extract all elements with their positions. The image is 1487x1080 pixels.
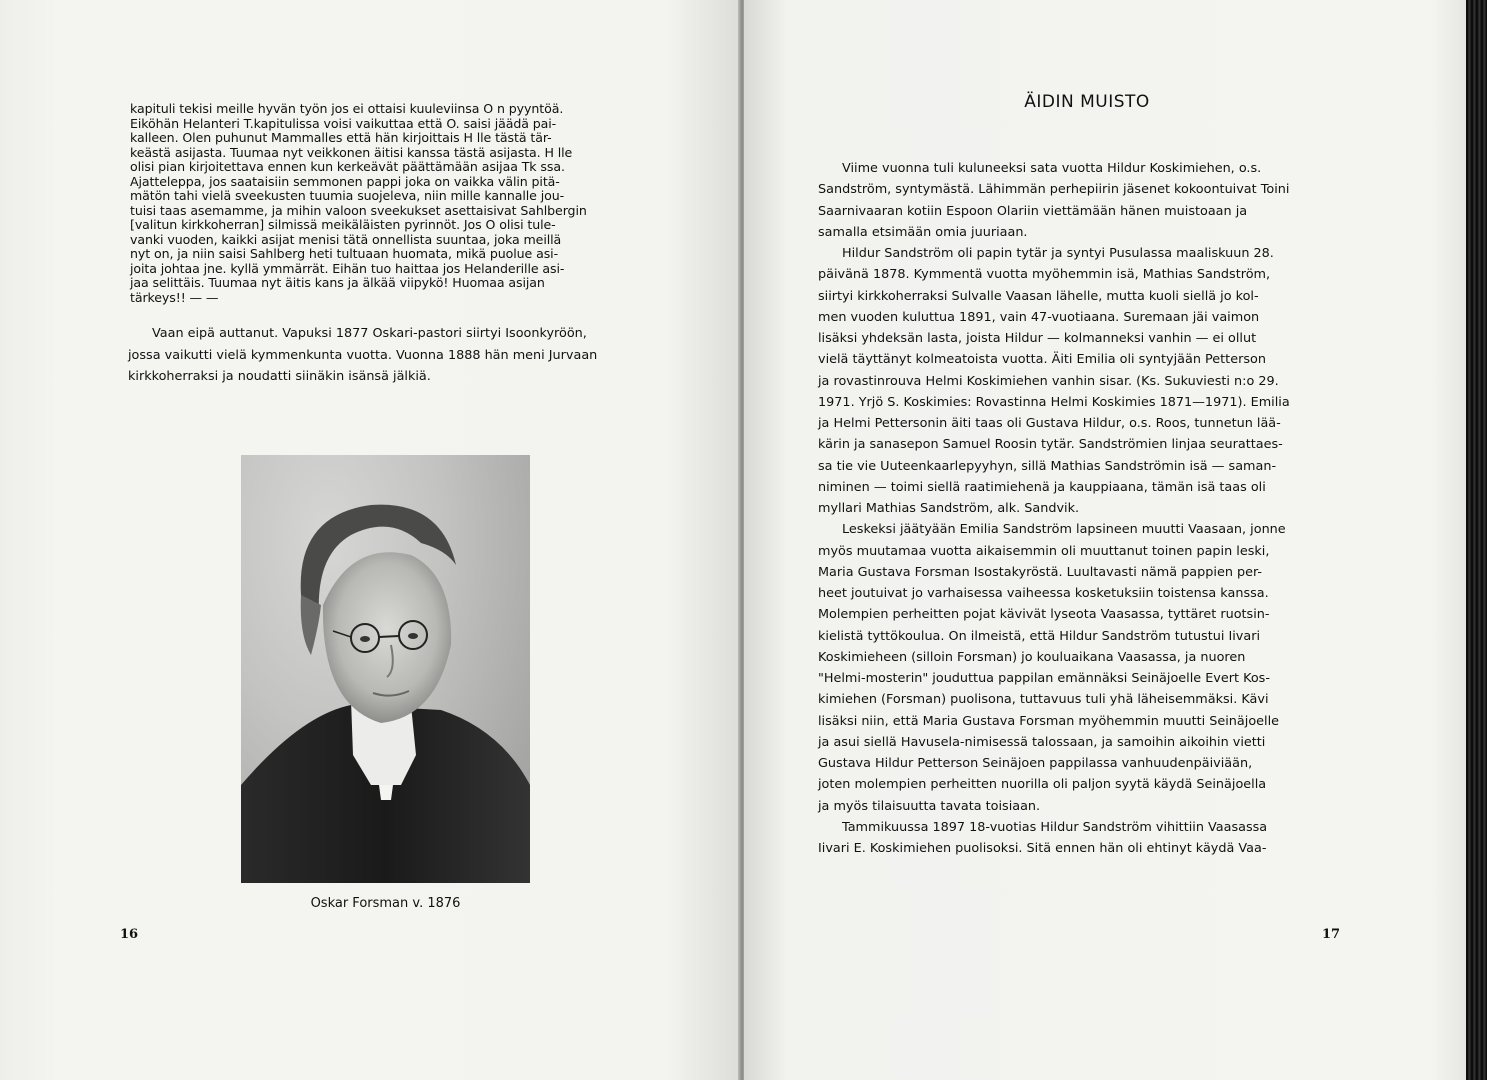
body-line: kimiehen (Forsman) puolisona, tuttavuus tuli yhä läheisemmäksi. Kävi — [818, 692, 1269, 708]
page-number-left: 16 — [120, 927, 139, 942]
body-line: jossa vaikutti vielä kymmenkunta vuotta. Vuonna 1888 hän meni Jurvaan — [128, 347, 598, 363]
body-line: päivänä 1878. Kymmentä vuotta myöhemmin isä, Mathias Sandström, — [818, 267, 1271, 283]
letter-line: keästä asijasta. Tuumaa nyt veikkonen äitisi kanssa tästä asijasta. H lle — [130, 144, 573, 160]
body-line: kirkkoherraksi ja noudatti siinäkin isänsä jälkiä. — [128, 369, 431, 385]
left-page — [0, 0, 741, 1080]
body-line: Tammikuussa 1897 18-vuotias Hildur Sandström vihittiin Vaasassa — [842, 819, 1268, 835]
body-line: "Helmi-mosterin" jouduttua pappilan emännäksi Seinäjoelle Evert Kos- — [818, 671, 1270, 686]
letter-line: Eiköhän Helanteri T.kapitulissa voisi vaikuttaa että O. saisi jäädä pai- — [130, 115, 557, 131]
body-line: ja asui siellä Havusela-nimisessä talossaan, ja samoihin aikoihin vietti — [818, 734, 1266, 750]
letter-line: tärkeys!! — — — [130, 289, 219, 305]
letter-line: nyt on, ja niin saisi Sahlberg heti tultuaan huomata, mikä puolue asi- — [130, 246, 559, 261]
body-line: 1971. Yrjö S. Koskimies: Rovastinna Helmi Koskimies 1871—1971). Emilia — [818, 394, 1290, 410]
body-line: joten molempien perheitten nuorilla oli paljon syytä käydä Seinäjoella — [818, 777, 1267, 793]
body-line: Gustava Hildur Petterson Seinäjoen pappilassa vanhuudenpäiviään, — [818, 756, 1253, 771]
book-page-edges — [1466, 0, 1487, 1080]
letter-line: mätön tahi vielä sveekusten tuumia suojeleva, niin mille kannalle jou- — [130, 188, 565, 203]
body-line: kielistä tyttökoulua. On ilmeistä, että Hildur Sandström tutustui Iivari — [818, 628, 1261, 644]
chapter-title: ÄIDIN MUISTO — [1024, 92, 1150, 112]
body-line: Saarnivaaran kotiin Espoon Olariin viettämään hänen muistoaan ja — [818, 203, 1248, 219]
letter-line: joita johtaa jne. kyllä ymmärrät. Eihän tuo haittaa jos Helanderille asi- — [130, 260, 565, 276]
body-line: Maria Gustava Forsman Isostakyröstä. Luultavasti nämä pappien per- — [818, 564, 1263, 580]
body-line: Iivari E. Koskimiehen puolisoksi. Sitä ennen hän oli ehtinyt käydä Vaa- — [818, 841, 1267, 856]
body-line: lisäksi yhdeksän lasta, joista Hildur — kolmanneksi vanhin — ei ollut — [818, 331, 1257, 346]
body-line: kärin ja sanasepon Samuel Roosin tytär. Sandströmien linjaa seurattaes- — [818, 437, 1283, 453]
body-line: ja Helmi Pettersonin äiti taas oli Gustava Hildur, o.s. Roos, tunnetun lää- — [818, 416, 1281, 431]
body-line: Hildur Sandström oli papin tytär ja syntyi Pusulassa maaliskuun 28. — [842, 246, 1274, 261]
right-page — [744, 0, 1466, 1080]
letter-line: kapituli tekisi meille hyvän työn jos ei ottaisi kuuleviinsa O n pyyntöä. — [130, 101, 564, 116]
body-line: heet joutuivat jo varhaisessa vaiheessa kosketuksiin toistensa kanssa. — [818, 586, 1269, 601]
letter-line: kalleen. Olen puhunut Mammalles että hän kirjoittais H lle tästä tär- — [130, 130, 552, 145]
left-body-paragraph — [128, 323, 653, 388]
body-line: siirtyi kirkkoherraksi Sulvalle Vaasan lähelle, mutta kuoli siellä jo kol- — [818, 288, 1259, 304]
letter-line: Ajatteleppa, jos saataisiin semmonen pappi joka on vaikka välin pitä- — [130, 173, 560, 189]
body-line: lisäksi niin, että Maria Gustava Forsman myöhemmin muutti Seinäjoelle — [818, 713, 1280, 729]
body-line: Leskeksi jäätyään Emilia Sandström lapsineen muutti Vaasaan, jonne — [842, 522, 1286, 538]
portrait-illustration — [241, 455, 530, 883]
body-line: myös muutamaa vuotta aikaisemmin oli muuttanut toinen papin leski, — [818, 543, 1270, 559]
body-line: men vuoden kuluttua 1891, vain 47-vuotiaana. Suremaan jäi vaimon — [818, 309, 1260, 325]
letter-line: jaa selittäis. Tuumaa nyt äitis kans ja älkää viipykö! Huomaa asijan — [130, 275, 545, 290]
body-line: Sandström, syntymästä. Lähimmän perhepiirin jäsenet kokoontuivat Toini — [818, 182, 1290, 198]
body-line: Koskimieheen (silloin Forsman) jo kouluaikana Vaasassa, ja nuoren — [818, 649, 1246, 665]
letter-line: [valitun kirkkoherran] silmissä meikäläisten pyrinnöt. Jos O olisi tule- — [130, 217, 556, 232]
body-line: niminen — toimi siellä raatimiehenä ja kauppiaana, tämän isä taas oli — [818, 479, 1266, 495]
letter-line: vanki vuoden, kaikki asijat menisi tätä onnellista suuntaa, joka meillä — [130, 231, 562, 247]
body-line: vielä täyttänyt kolmeatoista vuotta. Äiti Emilia oli syntyjään Petterson — [818, 352, 1266, 368]
portrait-photo — [241, 455, 530, 883]
body-line: Molempien perheitten pojat kävivät lyseota Vaasassa, tyttäret ruotsin- — [818, 607, 1270, 623]
body-line: ja myös tilaisuutta tavata toisiaan. — [818, 798, 1041, 814]
body-line: Viime vuonna tuli kuluneeksi sata vuotta Hildur Koskimiehen, o.s. — [842, 161, 1262, 176]
photo-caption: Oskar Forsman v. 1876 — [310, 896, 461, 911]
body-line: Vaan eipä auttanut. Vapuksi 1877 Oskari-pastori siirtyi Isoonkyröön, — [152, 326, 587, 341]
body-line: sa tie vie Uuteenkaarlepyyhyn, sillä Mathias Sandströmin isä — saman- — [818, 458, 1277, 474]
body-line: samalla etsimään omia juuriaan. — [818, 224, 1028, 240]
body-line: ja rovastinrouva Helmi Koskimiehen vanhin sisar. (Ks. Sukuviesti n:o 29. — [818, 373, 1279, 389]
letter-line: tuisi taas asemamme, ja mihin valoon sveekukset asettaisivat Sahlbergin — [130, 202, 587, 218]
quoted-letter — [130, 102, 652, 305]
body-line: myllari Mathias Sandström, alk. Sandvik. — [818, 501, 1080, 516]
page-number-right: 17 — [1322, 927, 1341, 942]
letter-line: olisi pian kirjoitettava ennen kun kerkeävät päättämään asijaa Tk ssa. — [130, 159, 565, 174]
right-body-text — [818, 158, 1338, 859]
